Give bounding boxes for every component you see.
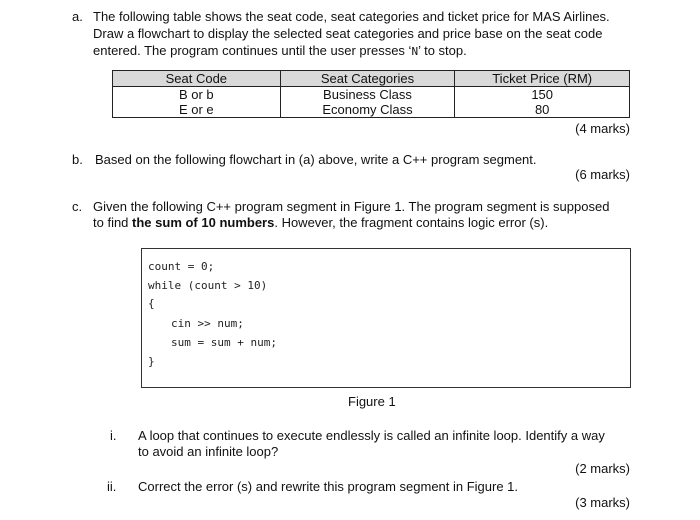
sub-i-marks: (2 marks) xyxy=(575,461,630,476)
cell-seat-code: B or b xyxy=(113,87,281,103)
sub-i-label: i. xyxy=(110,428,117,443)
header-ticket-price: Ticket Price (RM) xyxy=(455,71,630,87)
question-c-label: c. xyxy=(72,199,83,214)
cell-seat-category: Economy Class xyxy=(280,102,455,118)
question-a-line-3-start: entered. The program continues until the user presses ‘ xyxy=(93,43,412,58)
table-row xyxy=(113,87,630,103)
cell-seat-category: Business Class xyxy=(280,87,455,103)
question-b-marks: (6 marks) xyxy=(575,167,630,182)
figure-caption: Figure 1 xyxy=(348,394,396,409)
question-c-line-2-end: . However, the fragment contains logic error (s). xyxy=(274,215,549,230)
question-c-line-2 xyxy=(93,215,548,231)
sub-ii-marks: (3 marks) xyxy=(575,495,630,510)
code-line-1: count = 0; xyxy=(148,260,215,273)
question-a-line-3-end: ’ to stop. xyxy=(418,43,467,58)
sub-i-line-2: to avoid an infinite loop? xyxy=(138,444,279,459)
code-line-4: cin >> num; xyxy=(171,317,244,330)
question-b-label: b. xyxy=(72,152,83,167)
code-figure-box xyxy=(141,248,631,388)
cell-ticket-price: 150 xyxy=(455,87,630,103)
question-a-line-1: The following table shows the seat code, seat categories and ticket price for MAS Airlines. xyxy=(93,9,610,24)
sub-ii-label: ii. xyxy=(107,479,117,494)
question-a-line-2: Draw a flowchart to display the selected seat categories and price base on the seat code xyxy=(93,26,603,41)
question-c-line-2-start: to find xyxy=(93,215,133,230)
code-line-3: { xyxy=(148,297,155,310)
code-line-6: } xyxy=(148,355,155,368)
question-a-marks: (4 marks) xyxy=(575,121,630,136)
sub-i-line-1: A loop that continues to execute endlessly is called an infinite loop. Identify a way xyxy=(138,428,605,443)
cell-seat-code: E or e xyxy=(113,102,281,118)
stop-key: N xyxy=(411,45,419,58)
table-row xyxy=(113,102,630,118)
question-a-line-3 xyxy=(93,43,467,60)
seat-table xyxy=(112,70,630,118)
question-a-label: a. xyxy=(72,9,83,24)
sub-ii-text: Correct the error (s) and rewrite this program segment in Figure 1. xyxy=(138,479,519,494)
seat-table-header-row xyxy=(113,71,630,87)
question-b-text: Based on the following flowchart in (a) above, write a C++ program segment. xyxy=(95,152,537,167)
code-line-5: sum = sum + num; xyxy=(171,336,277,349)
question-c-line-1: Given the following C++ program segment in Figure 1. The program segment is supposed xyxy=(93,199,610,214)
cell-ticket-price: 80 xyxy=(455,102,630,118)
question-c-emphasis: the sum of 10 numbers xyxy=(132,215,275,230)
header-seat-categories: Seat Categories xyxy=(280,71,455,87)
code-line-2: while (count > 10) xyxy=(148,279,268,292)
header-seat-code: Seat Code xyxy=(113,71,281,87)
